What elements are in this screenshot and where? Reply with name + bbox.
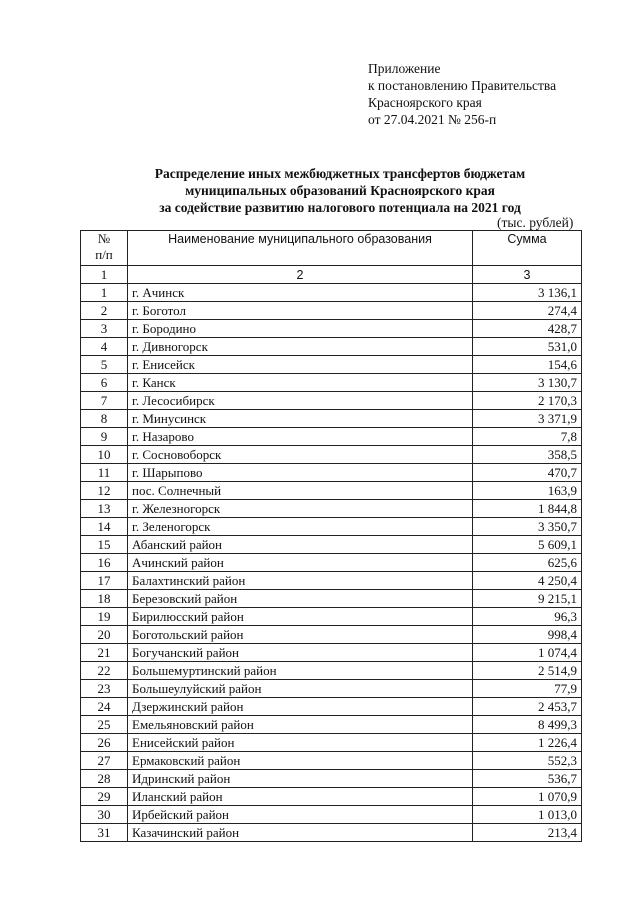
row-number: 15: [81, 536, 128, 554]
row-name: г. Зеленогорск: [128, 518, 473, 536]
annex-line: к постановлению Правительства: [368, 78, 557, 93]
row-number: 22: [81, 662, 128, 680]
row-number: 25: [81, 716, 128, 734]
table-row: [81, 536, 582, 554]
row-sum: 1 074,4: [473, 644, 582, 662]
row-sum: 3 371,9: [473, 410, 582, 428]
table-row: [81, 788, 582, 806]
column-number-cell: 2: [128, 266, 473, 284]
row-sum: 2 514,9: [473, 662, 582, 680]
table-row: [81, 392, 582, 410]
row-name: Абанский район: [128, 536, 473, 554]
row-number: 11: [81, 464, 128, 482]
row-number: 18: [81, 590, 128, 608]
column-number-cell: 3: [473, 266, 582, 284]
row-number: 2: [81, 302, 128, 320]
row-sum: 3 350,7: [473, 518, 582, 536]
row-sum: 213,4: [473, 824, 582, 842]
row-name: Енисейский район: [128, 734, 473, 752]
row-number: 20: [81, 626, 128, 644]
row-number: 30: [81, 806, 128, 824]
row-name: Березовский район: [128, 590, 473, 608]
header-sum: Сумма: [473, 231, 582, 266]
row-sum: 1 844,8: [473, 500, 582, 518]
row-sum: 536,7: [473, 770, 582, 788]
table-row: [81, 680, 582, 698]
row-name: г. Ачинск: [128, 284, 473, 302]
row-sum: 8 499,3: [473, 716, 582, 734]
row-sum: 163,9: [473, 482, 582, 500]
table-row: [81, 806, 582, 824]
row-name: г. Дивногорск: [128, 338, 473, 356]
table-row: [81, 698, 582, 716]
row-number: 4: [81, 338, 128, 356]
table-row: [81, 608, 582, 626]
row-name: Богучанский район: [128, 644, 473, 662]
header-number-line2: п/п: [95, 247, 113, 262]
distribution-table: [80, 230, 582, 842]
row-sum: 1 226,4: [473, 734, 582, 752]
row-number: 31: [81, 824, 128, 842]
row-name: г. Канск: [128, 374, 473, 392]
row-name: Ачинский район: [128, 554, 473, 572]
table-row: [81, 428, 582, 446]
column-number-cell: 1: [81, 266, 128, 284]
annex-line: Приложение: [368, 61, 441, 76]
row-number: 19: [81, 608, 128, 626]
row-sum: 3 130,7: [473, 374, 582, 392]
table-body: [81, 284, 582, 842]
row-sum: 1 070,9: [473, 788, 582, 806]
table-row: [81, 410, 582, 428]
units-label: (тыс. рублей): [497, 215, 574, 230]
row-number: 10: [81, 446, 128, 464]
row-number: 24: [81, 698, 128, 716]
column-numbers-row: [81, 266, 582, 284]
row-sum: 1 013,0: [473, 806, 582, 824]
row-number: 6: [81, 374, 128, 392]
table-row: [81, 824, 582, 842]
table-row: [81, 482, 582, 500]
row-number: 5: [81, 356, 128, 374]
table-row: [81, 320, 582, 338]
row-name: Дзержинский район: [128, 698, 473, 716]
row-number: 3: [81, 320, 128, 338]
row-sum: 2 453,7: [473, 698, 582, 716]
row-name: г. Шарыпово: [128, 464, 473, 482]
title-line: муниципальных образований Красноярского края: [185, 183, 495, 198]
row-number: 29: [81, 788, 128, 806]
row-name: г. Боготол: [128, 302, 473, 320]
row-sum: 2 170,3: [473, 392, 582, 410]
table-row: [81, 500, 582, 518]
row-name: г. Назарово: [128, 428, 473, 446]
table-row: [81, 734, 582, 752]
row-name: г. Минусинск: [128, 410, 473, 428]
document-title: [70, 165, 610, 216]
table-row: [81, 464, 582, 482]
row-name: Бирилюсский район: [128, 608, 473, 626]
row-name: Большеулуйский район: [128, 680, 473, 698]
table-row: [81, 752, 582, 770]
row-name: Большемуртинский район: [128, 662, 473, 680]
row-sum: 4 250,4: [473, 572, 582, 590]
row-number: 21: [81, 644, 128, 662]
row-name: Боготольский район: [128, 626, 473, 644]
row-name: г. Железногорск: [128, 500, 473, 518]
row-sum: 552,3: [473, 752, 582, 770]
row-number: 7: [81, 392, 128, 410]
annex-line: Красноярского края: [368, 95, 482, 110]
table-row: [81, 554, 582, 572]
title-line: Распределение иных межбюджетных трансфертов бюджетам: [154, 166, 526, 181]
row-name: Емельяновский район: [128, 716, 473, 734]
row-number: 8: [81, 410, 128, 428]
row-sum: 625,6: [473, 554, 582, 572]
row-sum: 274,4: [473, 302, 582, 320]
row-sum: 3 136,1: [473, 284, 582, 302]
row-sum: 9 215,1: [473, 590, 582, 608]
row-number: 27: [81, 752, 128, 770]
row-name: Ермаковский район: [128, 752, 473, 770]
header-number-line1: №: [97, 231, 111, 246]
row-name: Ирбейский район: [128, 806, 473, 824]
table-row: [81, 284, 582, 302]
row-name: г. Бородино: [128, 320, 473, 338]
row-number: 12: [81, 482, 128, 500]
table-row: [81, 302, 582, 320]
table-row: [81, 644, 582, 662]
row-sum: 96,3: [473, 608, 582, 626]
table-row: [81, 662, 582, 680]
row-number: 17: [81, 572, 128, 590]
row-number: 1: [81, 284, 128, 302]
row-sum: 531,0: [473, 338, 582, 356]
row-sum: 154,6: [473, 356, 582, 374]
table-row: [81, 716, 582, 734]
row-number: 9: [81, 428, 128, 446]
row-sum: 358,5: [473, 446, 582, 464]
row-name: г. Лесосибирск: [128, 392, 473, 410]
row-sum: 428,7: [473, 320, 582, 338]
table-row: [81, 374, 582, 392]
table-row: [81, 518, 582, 536]
row-sum: 998,4: [473, 626, 582, 644]
header-name: Наименование муниципального образования: [128, 231, 473, 266]
table-row: [81, 572, 582, 590]
table-row: [81, 590, 582, 608]
table-row: [81, 770, 582, 788]
row-sum: 77,9: [473, 680, 582, 698]
row-sum: 7,8: [473, 428, 582, 446]
row-number: 28: [81, 770, 128, 788]
row-number: 26: [81, 734, 128, 752]
row-name: Казачинский район: [128, 824, 473, 842]
table-header-row: [81, 231, 582, 266]
table-row: [81, 356, 582, 374]
table-row: [81, 446, 582, 464]
row-number: 14: [81, 518, 128, 536]
row-number: 13: [81, 500, 128, 518]
row-name: г. Енисейск: [128, 356, 473, 374]
table-row: [81, 626, 582, 644]
row-sum: 470,7: [473, 464, 582, 482]
row-name: пос. Солнечный: [128, 482, 473, 500]
row-name: Идринский район: [128, 770, 473, 788]
row-name: Балахтинский район: [128, 572, 473, 590]
row-number: 23: [81, 680, 128, 698]
header-number: [81, 231, 128, 266]
row-sum: 5 609,1: [473, 536, 582, 554]
row-name: г. Сосновоборск: [128, 446, 473, 464]
title-line: за содействие развитию налогового потенциала на 2021 год: [159, 200, 521, 215]
row-number: 16: [81, 554, 128, 572]
row-name: Иланский район: [128, 788, 473, 806]
table-row: [81, 338, 582, 356]
annex-line: от 27.04.2021 № 256-п: [368, 112, 497, 127]
annex-block: [368, 60, 556, 128]
